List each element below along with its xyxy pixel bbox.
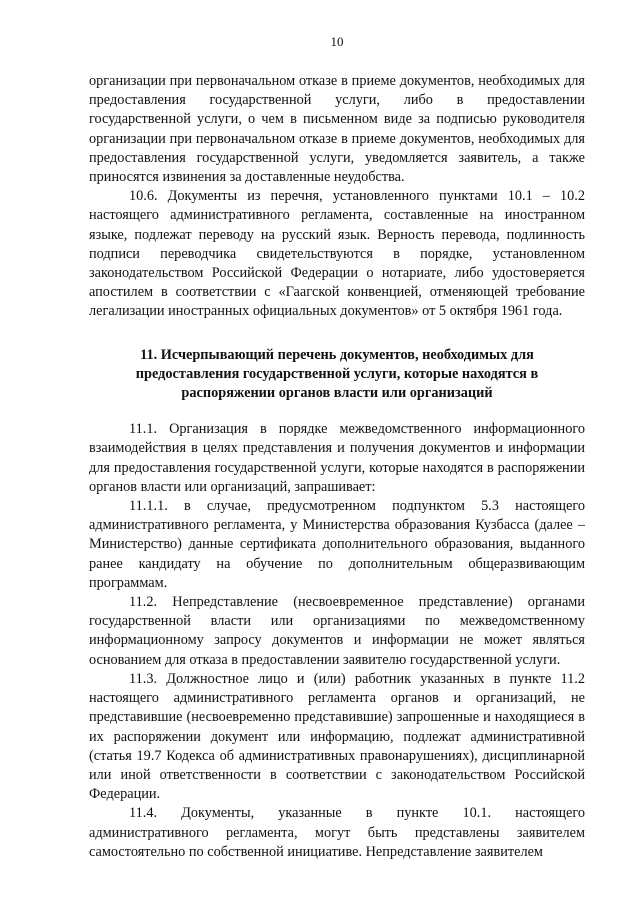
paragraph-11-3: 11.3. Должностное лицо и (или) работник указанных в пункте 11.2 настоящего административного регламента органов и организаций, не представившие (несвоевременно представившие) запрошенные и находящиеся в их распоряжении документ или информацию, подлежат административной (статья 19.7 Кодекса об административных правонарушениях), дисциплинарной или иной ответственности в соответствии с законодательством Российской Федерации.: [89, 670, 585, 803]
paragraph-11-2: 11.2. Непредставление (несвоевременное представление) органами государственной власти или организациями по межведомственному информационному запросу документов и информации не может являться основанием для отказа в предоставлении заявителю государственной услуги.: [89, 594, 585, 668]
paragraph-11-1: 11.1. Организация в порядке межведомственного информационного взаимодействия в целях представления и получения документов и информации для предоставления государственной услуги, которые находятся в распоряжении органов власти или организаций, запрашивает:: [89, 421, 585, 495]
paragraph-continuation: организации при первоначальном отказе в приеме документов, необходимых для предоставления государственной услуги, либо в предоставлении государственной услуги, о чем в письменном виде за подписью руководителя организации при первоначальном отказе в приеме документов, необходимых для предоставления государственной услуги, уведомляется заявитель, а также приносятся извинения за доставленные неудобства.: [89, 73, 585, 186]
paragraph-10-6: 10.6. Документы из перечня, установленного пунктами 10.1 – 10.2 настоящего административного регламента, составленные на иностранном языке, подлежат переводу на русский язык. Верность перевода, подлинность подписи переводчика свидетельствуются в порядке, установленном законодательством Российской Федерации о нотариате, либо удостоверяется апостилем в соответствии с «Гаагской конвенцией, отменяющей требование легализации иностранных официальных документов» от 5 октября 1961 года.: [89, 188, 585, 320]
paragraph-11-1-1: 11.1.1. в случае, предусмотренном подпунктом 5.3 настоящего административного регламента, у Министерства образования Кузбасса (далее – Министерство) данные сертификата дополнительного образования, выданного ранее кандидату на обучение по дополнительным общеразвивающим программам.: [89, 498, 585, 591]
page-number: 10: [330, 34, 344, 49]
paragraph-11-4: 11.4. Документы, указанные в пункте 10.1. настоящего административного регламента, могут быть представлены заявителем самостоятельно по собственной инициативе. Непредставление заявителем: [89, 805, 585, 860]
section-heading-11: 11. Исчерпывающий перечень документов, необходимых для предоставления государственной услуги, которые находятся в распоряжении органов власти или организаций: [135, 346, 539, 402]
